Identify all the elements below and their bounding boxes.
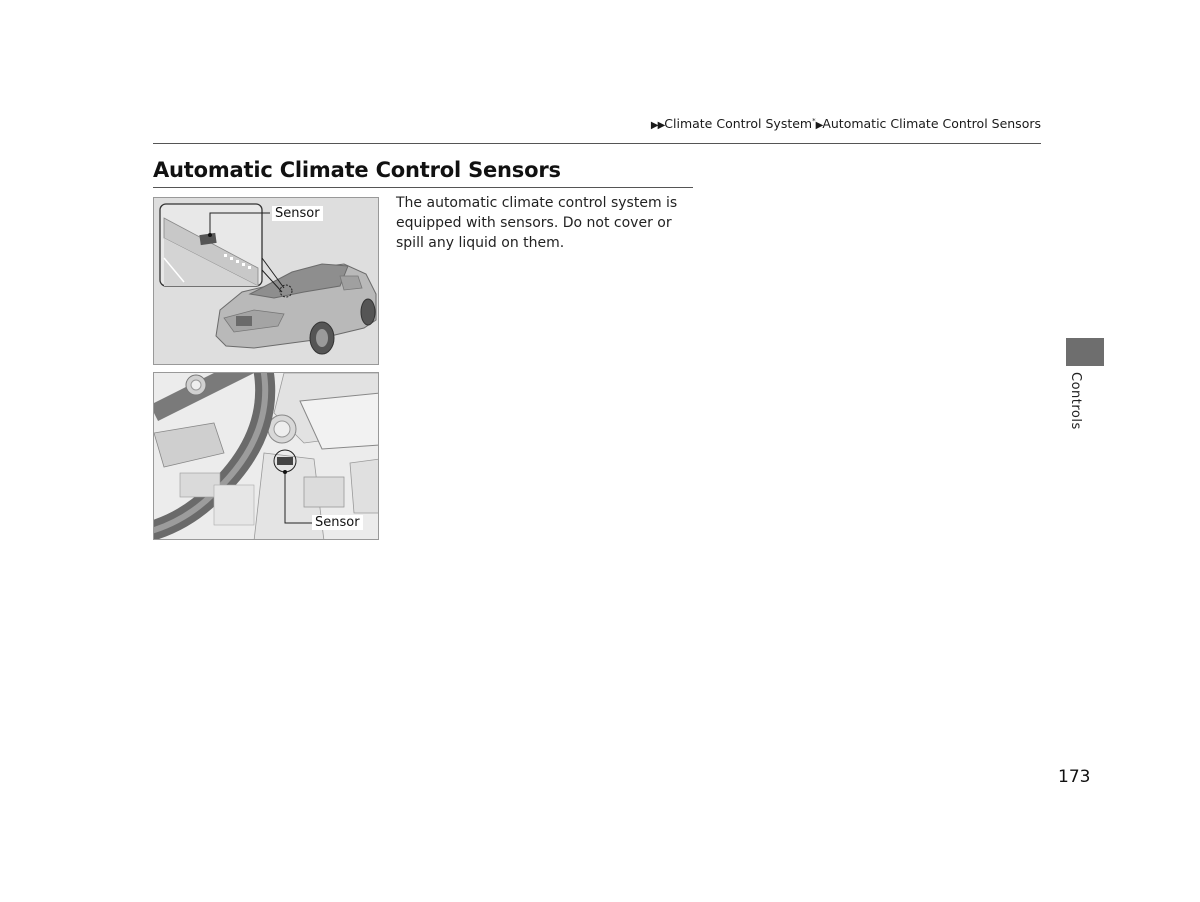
interior-sensor-figure xyxy=(153,372,379,540)
exterior-sensor-figure xyxy=(153,197,379,365)
optional-mark: * xyxy=(812,117,816,125)
arrow-icon: ▶ xyxy=(815,120,823,131)
title-rule xyxy=(153,187,693,188)
breadcrumb-item-sensors: Automatic Climate Control Sensors xyxy=(822,116,1041,131)
page-number: 173 xyxy=(1058,767,1091,787)
breadcrumb-item-climate-control[interactable]: Climate Control System xyxy=(664,116,813,131)
double-arrow-icon: ▶▶ xyxy=(650,120,665,131)
car-exterior-illustration xyxy=(154,198,379,365)
sensor-label-bottom: Sensor xyxy=(312,515,363,530)
sensor-label-top: Sensor xyxy=(272,206,323,221)
body-text: The automatic climate control system is equipped with sensors. Do not cover or spill any liquid on them. xyxy=(396,195,678,251)
page-title: Automatic Climate Control Sensors xyxy=(153,158,561,182)
section-tab-label: Controls xyxy=(1068,372,1083,430)
header-rule xyxy=(153,143,1041,144)
section-tab[interactable] xyxy=(1066,338,1104,366)
breadcrumb xyxy=(651,116,1041,131)
